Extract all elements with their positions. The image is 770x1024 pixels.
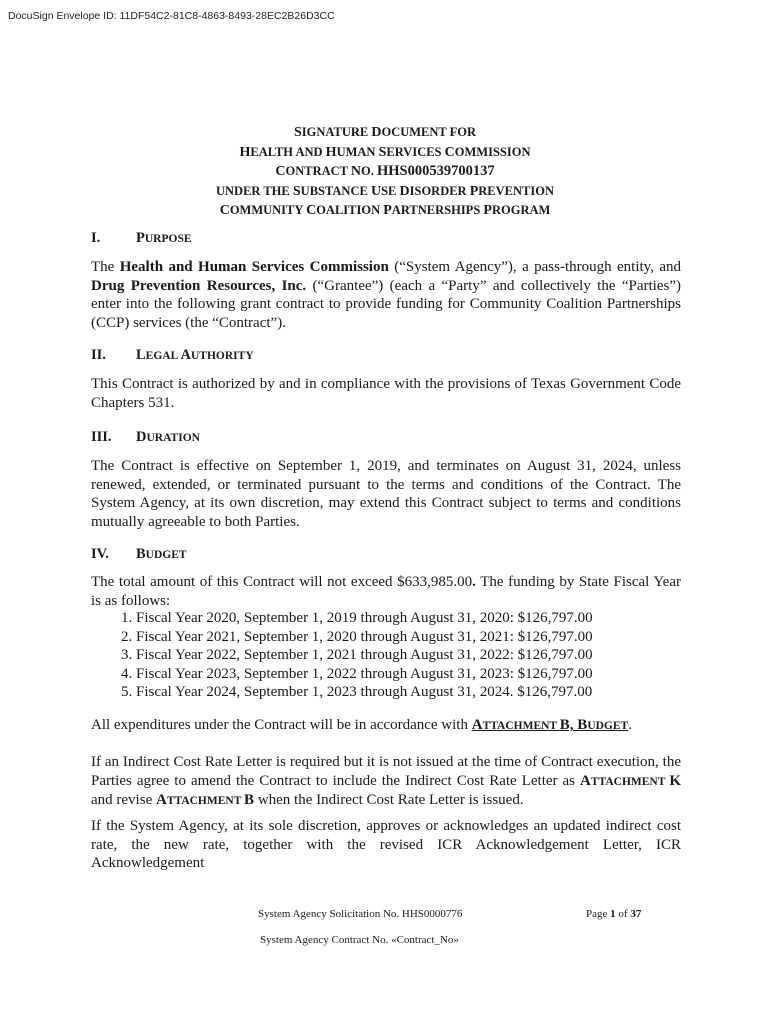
list-item: 2. Fiscal Year 2021, September 1, 2020 through August 31, 2021: $126,797.00 [136, 628, 726, 647]
list-item: 3. Fiscal Year 2022, September 1, 2021 through August 31, 2022: $126,797.00 [136, 646, 726, 665]
section-heading-legal-authority: II. LEGAL AUTHORITY [91, 347, 254, 363]
title-line-5: COMMUNITY COALITION PARTNERSHIPS PROGRAM [219, 203, 551, 218]
duration-paragraph: The Contract is effective on September 1, 2019, and terminates on August 31, 2024, unless renewed, extended, or terminated pursuant to the terms and conditions of the Contract. The System Agency, at its own discretion, may extend this Contract subject to terms and conditions mutually agreeable to both Parties. [91, 458, 681, 530]
document-title [0, 123, 770, 221]
budget-intro-paragraph: The total amount of this Contract will not exceed $633,985.00. The funding by State Fiscal Year is as follows: [91, 574, 681, 609]
purpose-paragraph: The Health and Human Services Commission (“System Agency”), a pass-through entity, and Drug Prevention Resources, Inc. (“Grantee”) (each a “Party” and collectively the “Parties”) enter into the following grant contract to provide funding for Community Coalition Partnerships (CCP) services (the “Contract”). [91, 259, 682, 331]
icr-letter-paragraph: If an Indirect Cost Rate Letter is required but it is not issued at the time of Contract execution, the Parties agree to amend the Contract to include the Indirect Cost Rate Letter as ATTACHMENT K and revise ATTACHMENT B when the Indirect Cost Rate Letter is issued. [91, 754, 681, 809]
footer-contract-number: System Agency Contract No. «Contract_No» [260, 934, 459, 946]
title-line-2: HEALTH AND HUMAN SERVICES COMMISSION [239, 144, 531, 160]
footer-page-number: Page 1 of 37 [586, 908, 642, 920]
title-line-3: CONTRACT NO. HHS000539700137 [275, 163, 495, 179]
attachment-b-reference: ATTACHMENT B [155, 792, 255, 809]
attachment-b-budget-reference: ATTACHMENT B, BUDGET [471, 717, 629, 733]
list-item: 1. Fiscal Year 2020, September 1, 2019 through August 31, 2020: $126,797.00 [136, 609, 726, 628]
footer-solicitation-number: System Agency Solicitation No. HHS0000776 [258, 908, 463, 920]
contract-number: HHS000539700137 [377, 163, 495, 179]
section-heading-budget: IV. BUDGET [91, 546, 187, 562]
list-item: 5. Fiscal Year 2024, September 1, 2023 through August 31, 2024. $126,797.00 [136, 683, 726, 702]
title-line-1: SIGNATURE DOCUMENT FOR [293, 125, 477, 140]
fiscal-year-list [91, 609, 726, 702]
list-item: 4. Fiscal Year 2023, September 1, 2022 through August 31, 2023: $126,797.00 [136, 665, 726, 684]
icr-acknowledgement-paragraph: If the System Agency, at its sole discretion, approves or acknowledges an updated indirect cost rate, the new rate, together with the revised ICR Acknowledgement Letter, ICR Acknowledgement [91, 818, 681, 872]
section-heading-duration: III. DURATION [91, 429, 200, 445]
title-line-4: UNDER THE SUBSTANCE USE DISORDER PREVENTION [216, 183, 554, 199]
attachment-k-reference: ATTACHMENT K [580, 772, 681, 789]
expenditures-paragraph: All expenditures under the Contract will be in accordance with ATTACHMENT B, BUDGET. [91, 717, 632, 733]
docusign-envelope-id: DocuSign Envelope ID: 11DF54C2-81C8-4863-8493-28EC2B26D3CC [8, 10, 335, 22]
section-heading-purpose: I. PURPOSE [91, 230, 192, 246]
legal-authority-paragraph: This Contract is authorized by and in compliance with the provisions of Texas Government Code Chapters 531. [91, 376, 681, 411]
